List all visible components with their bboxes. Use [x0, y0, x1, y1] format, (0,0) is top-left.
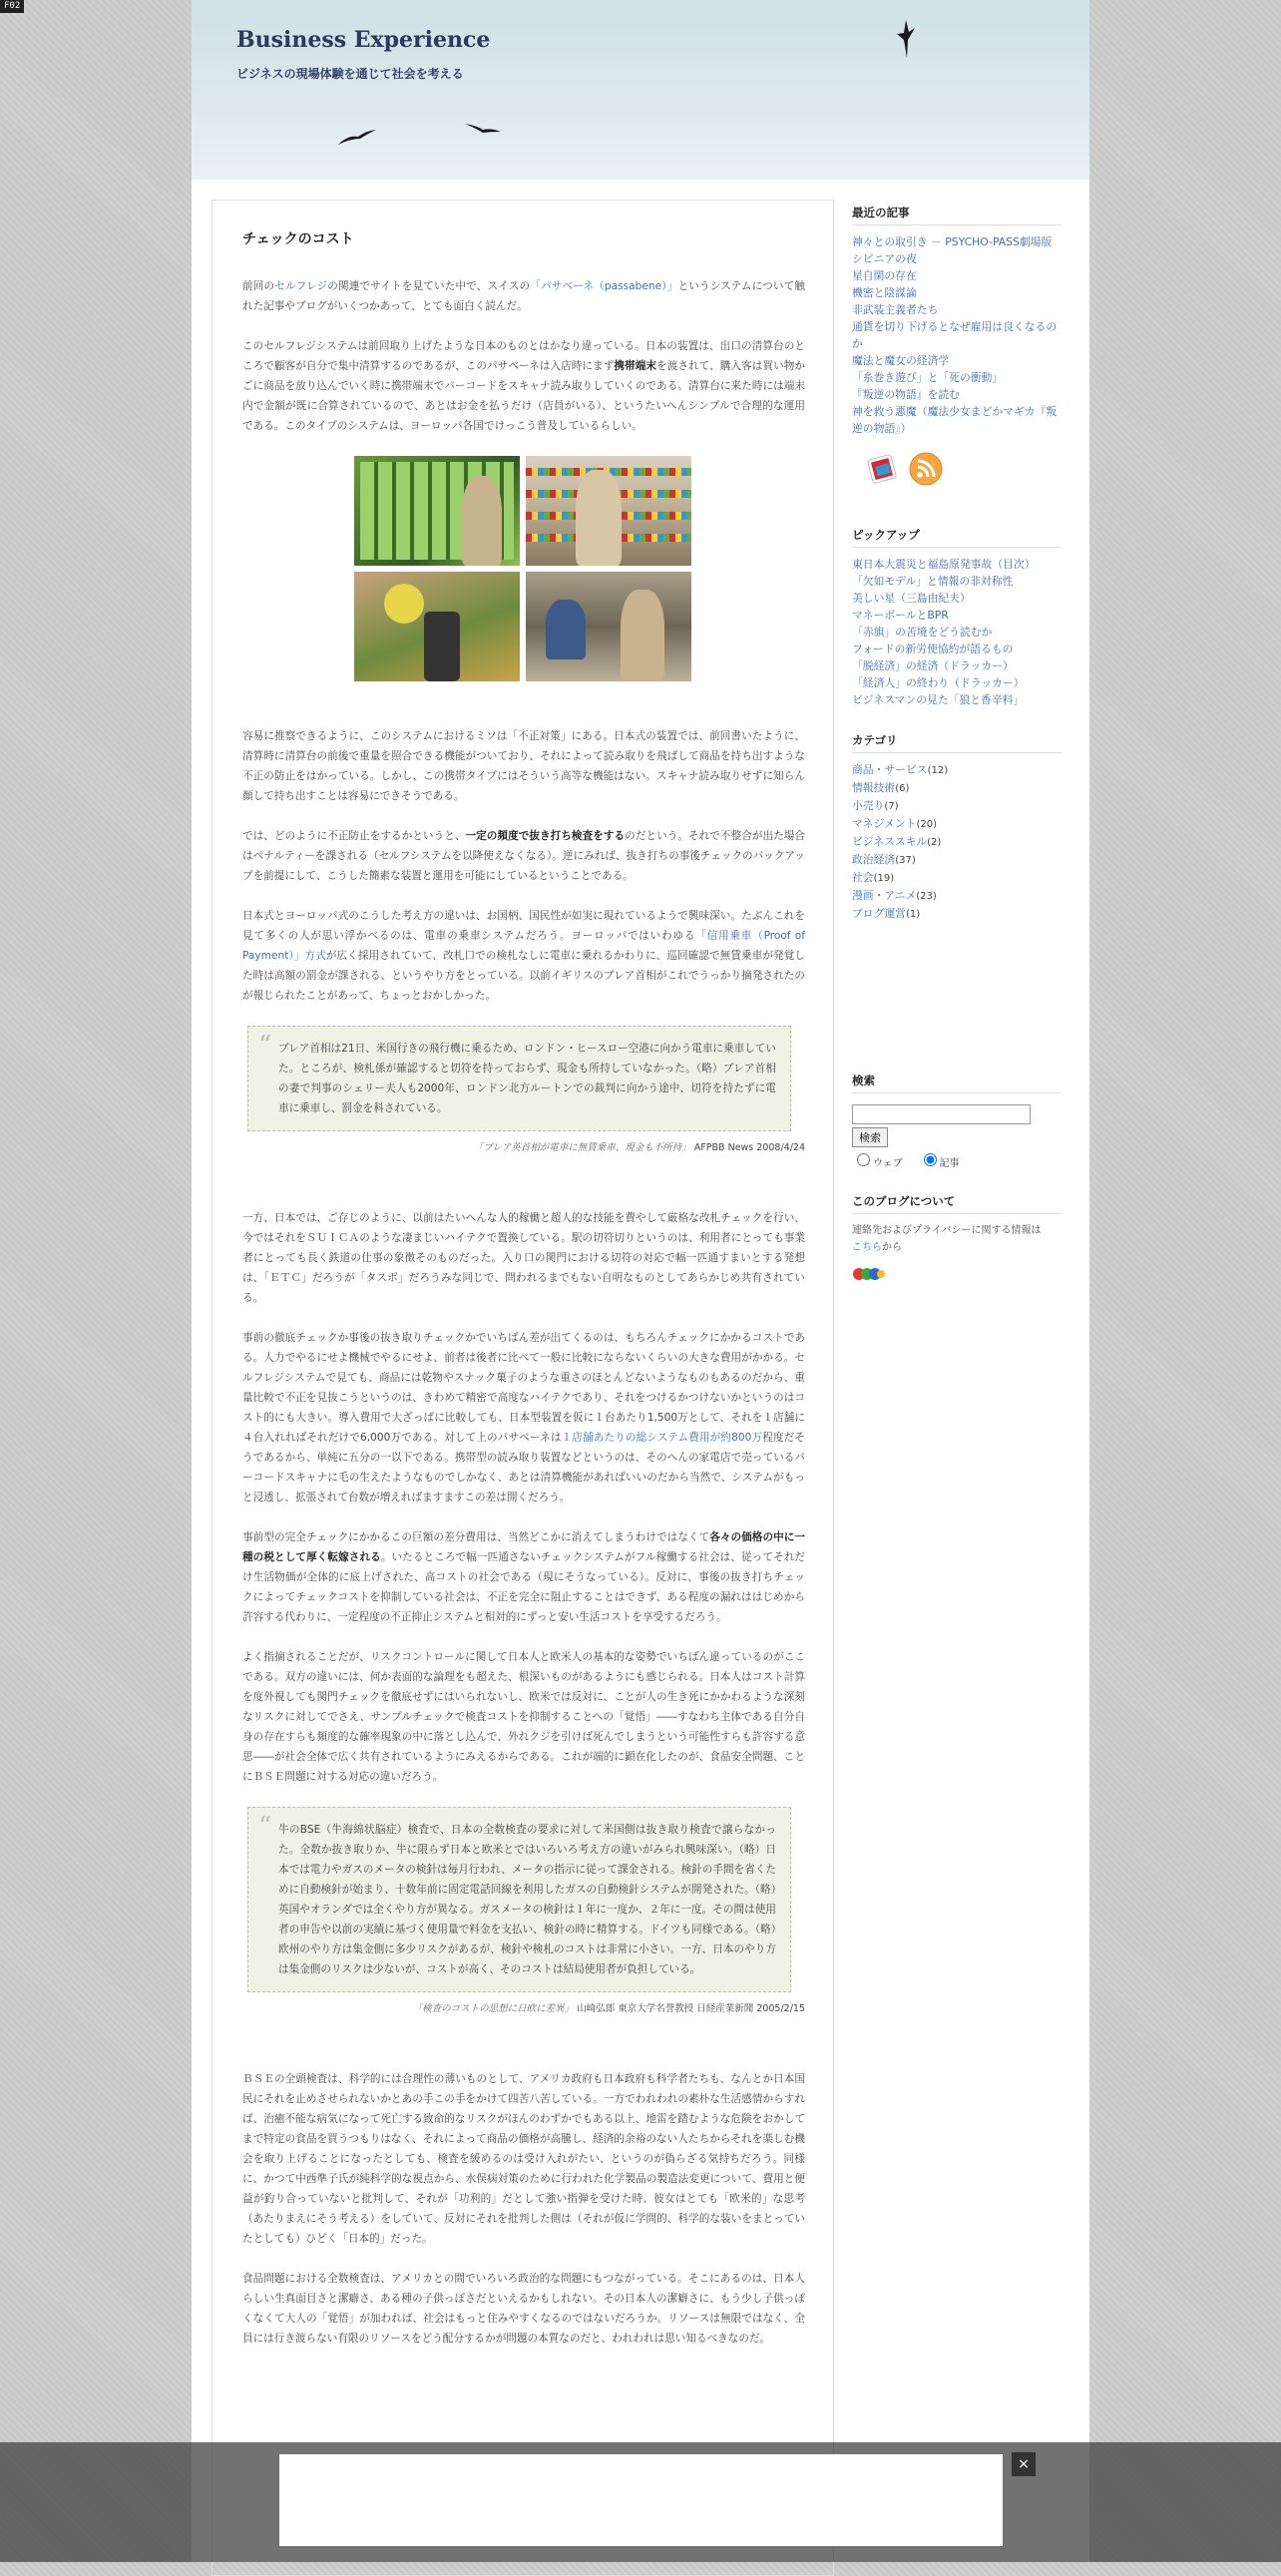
recent-post-link[interactable]: 「糸巻き遊び」と「死の衝動」 [852, 371, 1004, 384]
category-link[interactable]: 商品・サービス [852, 763, 928, 776]
pickup-item [852, 556, 1062, 573]
text: では、どのように不正防止をするかというと、 [242, 830, 466, 842]
pickup-link[interactable]: 「赤旗」の苦境をどう読むか [852, 626, 993, 639]
radio-label: ウェブ [873, 1157, 903, 1169]
category-link[interactable]: 情報技術 [852, 781, 896, 794]
radio-label: 記事 [939, 1157, 960, 1169]
quote-mark-icon: “ [258, 1031, 272, 1061]
pickup-item [852, 590, 1062, 607]
post-title[interactable]: チェックのコスト [242, 231, 354, 247]
search-widget [852, 1073, 1062, 1169]
quote-citation [242, 2000, 805, 2014]
pickup-link[interactable]: ビジネスマンの見た「狼と香辛料」 [852, 693, 1025, 706]
category-count: (20) [916, 819, 937, 830]
site-header [192, 0, 1089, 180]
about-text [852, 1222, 1062, 1256]
photo-checkout [526, 572, 691, 681]
widget-heading: カテゴリ [852, 732, 1062, 753]
category-link[interactable]: 漫画・アニメ [852, 889, 917, 902]
quote-text: 牛のBSE（牛海綿状脳症）検査で、日本の全数検査の要求に対して米国側は抜き取り検査で譲らなかった。全数か抜き取りか、牛に限らず日本と欧米とではいろいろ考え方の違いがみられ興味深い。（略）日本では電力やガスのメータの検針は毎月行われ、メータの指示に従って課金される。検針の手間を省くために自動検針が始まり、十数年前に固定電話回線を利用したガスの自動検針システムが開発された。（略）英国やオランダでは全くやり方が異なる。ガスメータの検針は１年に一度か、２年に一度。その間は使用者の申告や以前の実績に基づく使用量で料金を支払い、検針の時に精算する。ドイツも同様である。（略）欧州のやり方は集金側に多少リスクがあるが、検針や検札のコストは非常に小さい。一方、日本のやり方は集金側のリスクは少ないが、コストが高く、そのコストは結局使用者が負担している。 [278, 1824, 776, 1975]
text: のだという。それで不整合が出た場合はペナルティーを課される（セルフシステムを以降使えなくなる）。逆にみれば、抜き打ちの事後チェックのバックアップを前提にして、こうした簡素な装置と運用を可能にしているということである。 [242, 830, 806, 882]
page [192, 0, 1089, 2562]
recent-post-item [852, 352, 1062, 369]
paragraph [242, 1527, 805, 1627]
recent-posts-widget [852, 205, 1062, 487]
text: このセルフレジシステムは前回取り上げたような日本のものとはかなり違っている。日本の装置は、出口の清算台のところで顧客が自分で集中清算するのであるが、このパサベーネは入店時にまず [242, 340, 805, 372]
recent-post-item [852, 250, 1062, 267]
pickup-link[interactable]: 「欠如モデル」と情報の非対称性 [852, 575, 1014, 588]
link-self-register[interactable]: セルフレジ [274, 280, 328, 292]
recent-post-link[interactable]: 神々との取引き － PSYCHO-PASS劇場版 [852, 235, 1053, 248]
category-count: (19) [873, 873, 895, 884]
widget-heading: 検索 [852, 1073, 1062, 1093]
pickup-link[interactable]: 「脱経済」の経済（ドラッカー） [852, 659, 1014, 672]
photo-grid [354, 456, 693, 681]
text: を渡されて、購入客は買い物かごに商品を放り込んでいく時に携帯端末でバーコードをスキャナ読み取りしていくのである。清算台に来た時には端末内で金額が既に合算されているので、あとはお金を払うだけ（店員がいる）、というたいへんシンプルで合理的な運用である。このタイプのシステムは、ヨーロッパ各国でけっこう普及しているらしい。 [242, 360, 805, 432]
paragraph: 食品問題における全数検査は、アメリカとの間でいろいろ政治的な問題にもつながっている。そこにあるのは、日本人らしい生真面目さと潔癖さ、ある種の子供っぽさだといえるかもしれない。その日本人の潔癖さに、もう少し子供っぽくなくて大人の「覚悟」が加われば、社会はもっと住みやすくなるのではないだろうか。リソースは無限ではなく、全員には行き渡らない有限のリソースをどう配分するかが問題の本質なのだと、われわれは思い知るべきなのだ。 [242, 2273, 805, 2345]
category-count: (23) [916, 891, 937, 902]
text: 程度だそうであるから、単純に五分の一以下である。携帯型の読み取り装置などというのは、そのへんの家電店で売っているバーコードスキャナに毛の生えたようなものでしかなく、あとは清算機能があればいいのだから当然で、システムがもっと浸透し、拡張されて台数が増えればますますこの差は開くだろう。 [242, 1432, 805, 1503]
recent-post-item [852, 267, 1062, 284]
pickup-list [852, 556, 1062, 708]
category-item [852, 779, 1062, 797]
category-item [852, 761, 1062, 779]
link-system-cost[interactable]: １店舗あたりの総システム費用が約800万 [561, 1432, 763, 1444]
widget-heading: このブログについて [852, 1193, 1062, 1214]
search-scope [852, 1150, 1062, 1169]
corner-badge: F02 [0, 0, 24, 13]
badge-icon[interactable] [852, 1266, 886, 1282]
recent-post-link[interactable]: 魔法と魔女の経済学 [852, 354, 950, 367]
pickup-link[interactable]: 東日本大震災と福島原発事故（目次） [852, 558, 1036, 571]
emphasis: 各々の価格の中に一種の税として厚く転嫁される [242, 1531, 805, 1563]
feed-icons [864, 451, 1062, 487]
radio-web[interactable] [857, 1153, 870, 1166]
paragraph [242, 906, 805, 1006]
bird-icon [463, 120, 503, 136]
category-count: (12) [927, 765, 949, 776]
blockquote [247, 1807, 791, 1992]
paragraph [242, 276, 805, 316]
category-count: (1) [905, 909, 921, 920]
category-item [852, 797, 1062, 815]
text: から [882, 1241, 902, 1253]
ad-overlay [0, 2442, 1281, 2562]
paragraph: ＢＳＥの全頭検査は、科学的には合理性の薄いものとして、アメリカ政府も日本政府も科学者たちも、なんとか日本国民にそれを止めさせられないかとあの手この手をかけて四苦八苦している。一方でわれわれの素朴な生活感情からすれば、治癒不能な病気になって死亡する致命的なリスクがほんのわずかでもある以上、地雷を踏むような危険をおかしてまで特定の食品を買うつもりはなく、それによって商品の価格が高騰し、経済的余裕のない人たちからそれを楽しむ機会を取り上げることになったとしても、検査を緩めるのは受け入れがたい、というのが偽らざる気持ちだろう。同様に、かつて中西準子氏が純科学的な視点から、水俣病対策のために行われた化学製品の製造法変更について、費用と便益が釣り合っていないと批判して、それが「功利的」だとして強い指弾を受けた時、彼女はとても「欧米的」な思考（あたりまえにそう考える）をしていて、反対にそれを批判した側は（それが仮に学問的、科学的な装いをまとっていたとしても）ひどく「日本的」だった。 [242, 2073, 805, 2245]
citation-title[interactable]: 「ブレア英首相が電車に無賃乗車、現金も不所持」 [473, 1142, 691, 1153]
blockquote [247, 1026, 791, 1131]
category-link[interactable]: 政治経済 [852, 853, 896, 866]
pickup-item [852, 641, 1062, 657]
pickup-item [852, 607, 1062, 624]
recent-post-item [852, 233, 1062, 250]
category-item [852, 905, 1062, 923]
paragraph: 一方、日本では、ご存じのように、以前はたいへんな人的稼働と超人的な技能を費やして厳格な改札チェックを行い、今ではそれをＳＵＩＣＡのような凄まじいハイテクで置換している。駅の切符切りというのは、利用者にとっても事業者にとっても長く鉄道の仕事の象徴そのものだった。入り口の関門における切符の対応で幅一匹通すまいとする発想は、「ＥＴＣ」だろうが「タスポ」だろうみな同じで、問われるまでもない自明なものとしてあらかじめ共有されている。 [242, 1212, 805, 1304]
about-link[interactable]: こちら [852, 1241, 882, 1253]
photo-locker [354, 456, 520, 566]
pickup-item [852, 657, 1062, 674]
rss-icon[interactable] [908, 451, 944, 487]
main-content [212, 200, 834, 2576]
pickup-item [852, 624, 1062, 641]
recent-post-link[interactable]: 通貨を切り下げるとなぜ雇用は良くなるのか [852, 320, 1058, 350]
text: 。いたるところで幅一匹通さないチェックシステムがフル稼働する社会は、従ってそれだけ生活物価が全体的に底上げされた、高コストの社会である（現にそうなっている）。反対に、事後の抜き打ちチェックによってチェックコストを抑制している社会は、不正を完全に阻止することはできず、ある程度の漏れははじめから許容する代わりに、一定程度の不正抑止システムと相対的にずっと安い生活コストを享受するだろう。 [242, 1551, 805, 1623]
paragraph [242, 336, 805, 436]
quote-citation [242, 1139, 805, 1153]
search-button[interactable]: 検索 [852, 1127, 888, 1147]
category-link[interactable]: 社会 [852, 871, 874, 884]
category-link[interactable]: ビジネススキル [852, 835, 928, 848]
radio-blog[interactable] [924, 1153, 937, 1166]
widget-heading: ピックアップ [852, 527, 1062, 548]
category-count: (2) [927, 837, 942, 848]
site-title[interactable]: Business Experience [236, 27, 491, 53]
category-link[interactable]: ブログ運営 [852, 907, 906, 920]
category-widget [852, 732, 1062, 923]
recent-post-link[interactable]: シビニアの夜 [852, 252, 917, 265]
recent-post-link[interactable]: 非武装主義者たち [852, 303, 939, 316]
recent-post-link[interactable]: 機密と陰謀論 [852, 286, 917, 299]
pickup-item [852, 573, 1062, 590]
emphasis: 携帯端末 [614, 360, 657, 372]
pickup-item [852, 674, 1062, 691]
photo-shopping-scan [526, 456, 691, 566]
text: が広く採用されていて、改札口での検札なしに電車に乗れるかわりに、巡回確認で無賃乗車が発覚した時は高額の罰金が課される、というやり方をとっている。以前イギリスのブレア首相がこれでうっかり摘発されたのが報じられたことがあって、ちょっとおかしかった。 [242, 950, 805, 1002]
category-item [852, 851, 1062, 869]
recent-posts-list [852, 233, 1062, 437]
recent-post-link[interactable]: 神を救う悪魔（魔法少女まどかマギカ『叛逆の物語』） [852, 405, 1058, 435]
close-button[interactable]: × [1012, 2452, 1036, 2476]
recent-post-item [852, 403, 1062, 437]
paragraph [242, 1328, 805, 1507]
paragraph: 容易に推察できるように、このシステムにおけるミソは「不正対策」にある。日本式の装置では、前回書いたように、清算時に清算台の前後で重量を照合できる機能がついており、それによって読み取りを飛ばして商品を持ち出すような不正の防止をはかっている。しかし、この携帯タイプにはそういう高等な機能はない。スキャナ読み取りせずに知らん顔して持ち出すことは容易にできそうである。 [242, 730, 805, 802]
subscribe-icon[interactable] [864, 451, 900, 487]
bird-icon [895, 18, 917, 60]
sidebar [852, 205, 1062, 1310]
bird-icon [336, 127, 378, 147]
citation-title[interactable]: 「検査のコストの思想に日欧に差異」 [412, 2003, 575, 2014]
site-description: ビジネスの現場体験を通じて社会を考える [236, 67, 464, 81]
recent-post-item [852, 369, 1062, 386]
recent-post-link[interactable]: 星自閑の存在 [852, 269, 917, 282]
recent-post-item [852, 386, 1062, 403]
pickup-link[interactable]: フォードの新労使協約が語るもの [852, 643, 1014, 655]
text: 事前型の完全チェックにかかるこの巨額の差分費用は、当然どこかに消えてしまうわけではなくて [242, 1531, 710, 1543]
category-item [852, 869, 1062, 887]
category-item [852, 833, 1062, 851]
about-widget [852, 1193, 1062, 1286]
text: 連絡先およびプライバシーに関する情報は [852, 1224, 1042, 1236]
pickup-link[interactable]: 美しい星（三島由紀夫） [852, 592, 971, 605]
category-link[interactable]: 小売り [852, 799, 885, 812]
photo-handheld-scanner [354, 572, 520, 681]
quote-text: ブレア首相は21日、米国行きの飛行機に乗るため、ロンドン・ヒースロー空港に向かう電車に乗車していた。ところが、検札係が確認すると切符を持っておらず、現金も所持していなかった。（略）ブレア首相の妻で判事のシェリー夫人も2000年、ロンドン北方ルートンでの裁判に向かう途中、切符を持たずに電車に乗車し、罰金を科されている。 [278, 1043, 776, 1114]
link-passabene[interactable]: 「パサベーネ（passabene）」 [530, 280, 678, 292]
ad-slot[interactable] [279, 2454, 1003, 2546]
citation-source: 山崎弘郎 東京大学名誉教授 日経産業新聞 2005/2/15 [577, 2003, 805, 2014]
category-link[interactable]: マネジメント [852, 817, 917, 830]
text: というシステムについて触れた記事やブログがいくつかあって、とても面白く読んだ。 [242, 280, 806, 312]
text: 前回の [242, 280, 275, 292]
text: 日本式とヨーロッパ式のこうした考え方の違いは、お国柄、国民性が如実に現れているようで興味深い。たぶんこれを見て多くの人が思い浮かべるのは、電車の乗車システムだろう。ヨーロッパではいわゆる [242, 910, 805, 942]
category-list [852, 761, 1062, 923]
recent-post-item [852, 284, 1062, 301]
quote-mark-icon: “ [258, 1812, 272, 1842]
emphasis: 一定の頻度で抜き打ち検査をする [465, 830, 626, 842]
pickup-link[interactable]: マネーボールとBPR [852, 609, 949, 622]
category-count: (7) [884, 801, 899, 812]
recent-post-link[interactable]: 『叛逆の物語』を読む [852, 388, 960, 401]
category-item [852, 815, 1062, 833]
recent-post-item [852, 301, 1062, 318]
pickup-link[interactable]: 「経済人」の終わり（ドラッカー） [852, 676, 1025, 689]
text: 事前の徹底チェックか事後の抜き取りチェックかでいちばん差が出てくるのは、もちろんチェックにかかるコストである。人力でやるにせよ機械でやるにせよ、前者は後者に比べて一般に比較にならないくらいの大きな費用がかかる。セルフレジシステムで見ても、商品には乾物やスナック菓子のような重さのほとんどないようなものもあるのだから、重量比較で不正を見抜こうというのは、きわめて精密で高度なハイテクであり、それをつけるかつけないかというのはコスト的にも大きい。導入費用で大ざっぱに比較しても、日本型装置を仮に１台あたり1,500万として、それを１店舗に４台入れればそれだけで6,000万である。対して上のパサベーネは [242, 1332, 805, 1444]
category-item [852, 887, 1062, 905]
link-proof-of-payment[interactable]: 「信用乗車（Proof of Payment）」方式 [242, 930, 805, 962]
pickup-widget [852, 527, 1062, 708]
paragraph: よく指摘されることだが、リスクコントロールに関して日本人と欧米人の基本的な姿勢でいちばん違っているのがここである。双方の違いには、何か表面的な論理をも超えた、根深いものがあるようにも感じられる。日本人はコスト計算を度外視しても関門チェックを徹底せずにはいられないし、欧米では反対に、ことが人の生き死にかかわるような深刻なリスクに対してでさえ、サンプルチェックで検査コストを抑制することへの「覚悟」――すなわち主体である自分自身の存在すらも頻度的な確率現象の中に落とし込んで、外れクジを引けば死んでしまうという可能性すらも許容する意思――が社会全体で広く共有されているようにみえるからである。これが端的に顕在化したのが、食品安全問題、ことにＢＳＥ問題に対する対応の違いだろう。 [242, 1651, 805, 1783]
text: の関連でサイトを見ていた中で、スイスの [327, 280, 531, 292]
recent-post-item [852, 318, 1062, 352]
category-count: (37) [895, 855, 916, 866]
pickup-item [852, 691, 1062, 708]
search-input[interactable] [852, 1104, 1031, 1124]
widget-heading: 最近の記事 [852, 205, 1062, 225]
citation-source: AFPBB News 2008/4/24 [693, 1142, 805, 1153]
paragraph [242, 826, 805, 886]
category-count: (6) [895, 783, 910, 794]
